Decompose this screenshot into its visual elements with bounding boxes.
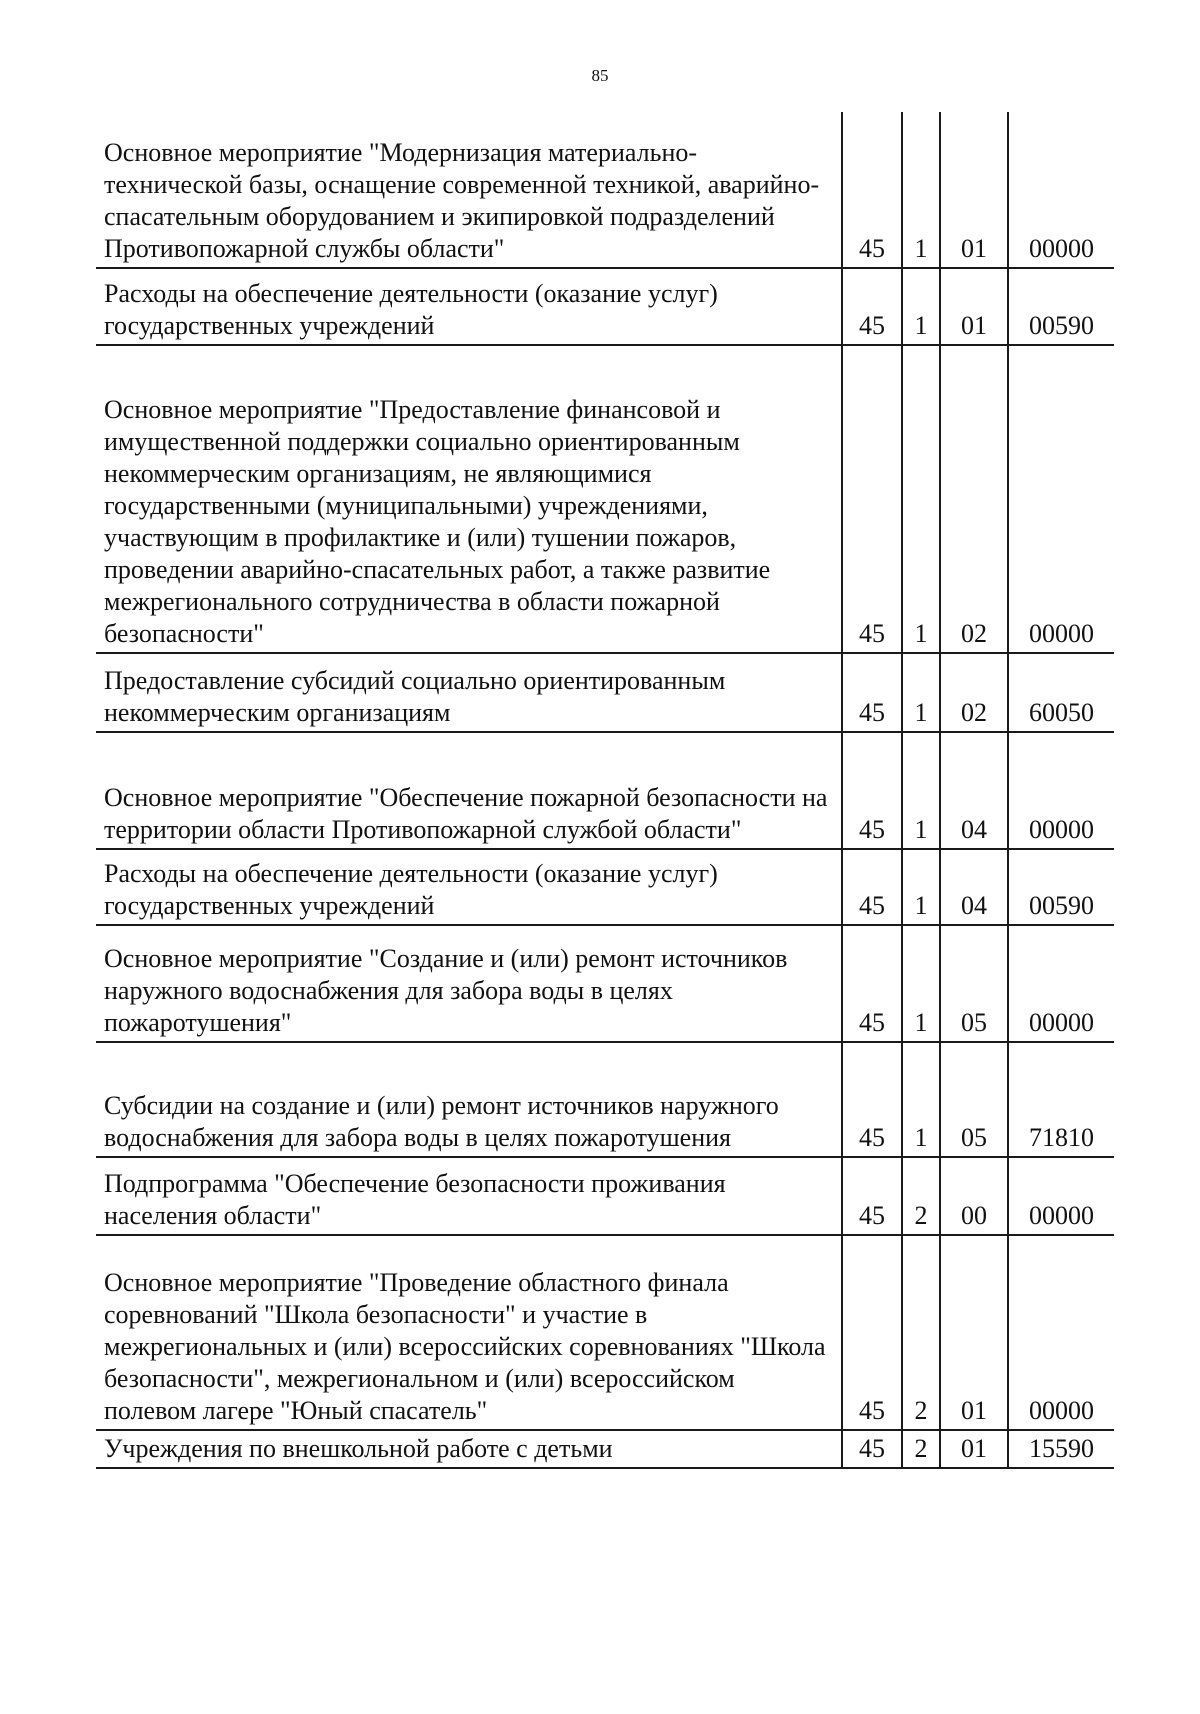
program-code: 45 [842, 925, 902, 1042]
direction-code: 60050 [1008, 653, 1114, 732]
activity-code: 01 [940, 268, 1008, 345]
table-row [96, 849, 1114, 925]
direction-code: 00590 [1008, 849, 1114, 925]
program-code: 45 [842, 1157, 902, 1235]
direction-code: 00000 [1008, 925, 1114, 1042]
subprogram-code: 2 [902, 1235, 940, 1430]
row-name: Субсидии на создание и (или) ремонт источников наружного водоснабжения для забора воды в целях пожаротушения [96, 1042, 842, 1157]
direction-code: 00000 [1008, 345, 1114, 653]
page-number: 85 [591, 66, 609, 85]
subprogram-code: 1 [902, 849, 940, 925]
program-code: 45 [842, 1042, 902, 1157]
row-name: Расходы на обеспечение деятельности (оказание услуг) государственных учреждений [96, 849, 842, 925]
row-name: Основное мероприятие "Создание и (или) ремонт источников наружного водоснабжения для забора воды в целях пожаротушения" [96, 925, 842, 1042]
subprogram-code: 1 [902, 653, 940, 732]
program-code: 45 [842, 653, 902, 732]
direction-code: 00000 [1008, 112, 1114, 268]
subprogram-code: 2 [902, 1430, 940, 1468]
subprogram-code: 2 [902, 1157, 940, 1235]
table-row [96, 345, 1114, 653]
row-name: Основное мероприятие "Обеспечение пожарной безопасности на территории области Противопожарной службой области" [96, 732, 842, 849]
table-row [96, 1042, 1114, 1157]
program-code: 45 [842, 732, 902, 849]
table-row [96, 1157, 1114, 1235]
subprogram-code: 1 [902, 268, 940, 345]
program-code: 45 [842, 849, 902, 925]
row-name: Подпрограмма "Обеспечение безопасности проживания населения области" [96, 1157, 842, 1235]
subprogram-code: 1 [902, 112, 940, 268]
activity-code: 01 [940, 1235, 1008, 1430]
table-row [96, 1430, 1114, 1468]
activity-code: 04 [940, 732, 1008, 849]
program-code: 45 [842, 345, 902, 653]
table-row [96, 925, 1114, 1042]
row-name: Учреждения по внешкольной работе с детьми [96, 1430, 842, 1468]
subprogram-code: 1 [902, 732, 940, 849]
table-row [96, 1235, 1114, 1430]
activity-code: 01 [940, 112, 1008, 268]
activity-code: 01 [940, 1430, 1008, 1468]
activity-code: 05 [940, 925, 1008, 1042]
direction-code: 00000 [1008, 1157, 1114, 1235]
row-name: Расходы на обеспечение деятельности (оказание услуг) государственных учреждений [96, 268, 842, 345]
program-code: 45 [842, 1430, 902, 1468]
direction-code: 15590 [1008, 1430, 1114, 1468]
subprogram-code: 1 [902, 1042, 940, 1157]
activity-code: 04 [940, 849, 1008, 925]
direction-code: 00590 [1008, 268, 1114, 345]
row-name: Основное мероприятие "Проведение областного финала соревнований "Школа безопасности" и участие в межрегиональных и (или) всероссийских соревнованиях "Школа безопасности", межрегиональном и (или) всероссийском полевом лагере "Юный спасатель" [96, 1235, 842, 1430]
activity-code: 00 [940, 1157, 1008, 1235]
row-name: Основное мероприятие "Модернизация материально-технической базы, оснащение современной техникой, аварийно-спасательным оборудованием и экипировкой подразделений Противопожарной службы области" [96, 112, 842, 268]
activity-code: 05 [940, 1042, 1008, 1157]
table-row [96, 732, 1114, 849]
activity-code: 02 [940, 653, 1008, 732]
row-name: Основное мероприятие "Предоставление финансовой и имущественной поддержки социально ориентированным некоммерческим организациям, не являющимися государственными (муниципальными) учреждениями, участвующим в профилактике и (или) тушении пожаров, проведении аварийно-спасательных работ, а также развитие межрегионального сотрудничества в области пожарной безопасности" [96, 345, 842, 653]
direction-code: 00000 [1008, 1235, 1114, 1430]
subprogram-code: 1 [902, 925, 940, 1042]
program-code: 45 [842, 112, 902, 268]
subprogram-code: 1 [902, 345, 940, 653]
budget-classification-table [96, 112, 1114, 1469]
program-code: 45 [842, 1235, 902, 1430]
activity-code: 02 [940, 345, 1008, 653]
program-code: 45 [842, 268, 902, 345]
direction-code: 00000 [1008, 732, 1114, 849]
table-row [96, 112, 1114, 268]
table-row [96, 653, 1114, 732]
table-row [96, 268, 1114, 345]
direction-code: 71810 [1008, 1042, 1114, 1157]
row-name: Предоставление субсидий социально ориентированным некоммерческим организациям [96, 653, 842, 732]
